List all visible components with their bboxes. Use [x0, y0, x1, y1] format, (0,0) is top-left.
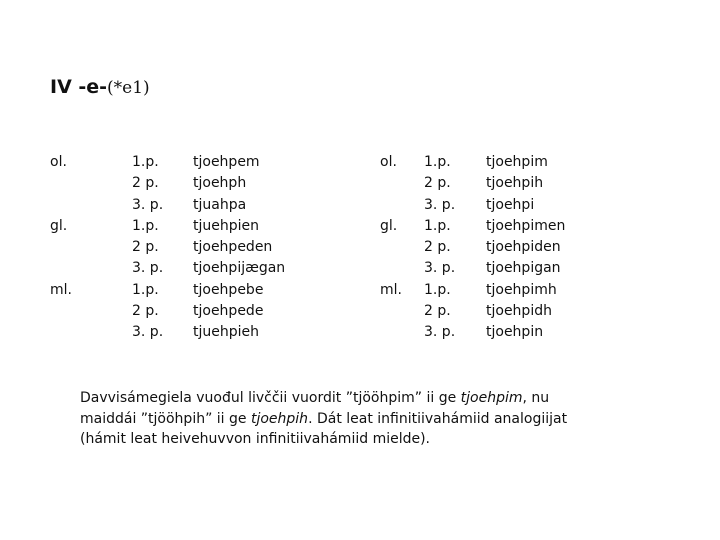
person-label: 1.p.	[132, 281, 159, 298]
person-label: 1.p.	[132, 217, 159, 234]
right-person-column	[424, 152, 455, 344]
left-person-column	[132, 152, 163, 344]
verb-form: tjoehpebe	[193, 281, 264, 298]
person-label: 3. p.	[132, 260, 164, 277]
person-label: 3. p.	[424, 260, 456, 277]
right-form-column	[486, 152, 565, 344]
person-label: 2 p.	[132, 239, 159, 256]
heading-label: IV -e-	[50, 76, 108, 98]
verb-form: tjoehpim	[486, 154, 548, 170]
verb-form: tjoehpijægan	[193, 260, 286, 277]
verb-form: tjuahpa	[193, 196, 247, 213]
person-label: 1.p.	[132, 154, 159, 170]
person-label: 2 p.	[424, 175, 451, 192]
person-label: 3. p.	[132, 324, 164, 341]
person-label: 1.p.	[424, 154, 451, 170]
verb-form: tjoehpih	[486, 175, 544, 192]
verb-form: tjoehpigan	[486, 260, 561, 277]
verb-form: tjoehpiden	[486, 239, 561, 256]
verb-form: tjoehpede	[193, 303, 264, 320]
person-label: 1.p.	[424, 281, 451, 298]
explanatory-note	[80, 388, 620, 450]
verb-form: tjoehpin	[486, 324, 544, 341]
verb-form: tjoehpimen	[486, 217, 566, 234]
group-label: gl.	[380, 217, 398, 234]
left-form-column	[193, 152, 285, 344]
person-label: 1.p.	[424, 217, 451, 234]
group-label: gl.	[50, 217, 68, 234]
verb-form: tjuehpien	[193, 217, 260, 234]
person-label: 3. p.	[424, 196, 456, 213]
note-line: Davvisámegiela vuođul livččii vuordit ”tjööhpim” ii ge tjoehpim, nu	[80, 390, 550, 406]
person-label: 2 p.	[424, 239, 451, 256]
person-label: 3. p.	[424, 324, 456, 341]
person-label: 2 p.	[132, 303, 159, 320]
verb-form: tjuehpieh	[193, 324, 260, 341]
verb-form: tjoehpeden	[193, 239, 273, 256]
verb-form: tjoehpimh	[486, 281, 557, 298]
group-label: ol.	[380, 154, 397, 170]
verb-form: tjoehpidh	[486, 303, 552, 320]
verb-form: tjoehph	[193, 175, 247, 192]
group-label: ol.	[50, 154, 67, 170]
person-label: 2 p.	[132, 175, 159, 192]
person-label: 2 p.	[424, 303, 451, 320]
left-group-column	[50, 152, 72, 301]
note-line: (hámit leat heivehuvvon infinitiivahámiid mielde).	[80, 431, 431, 447]
verb-form: tjoehpem	[193, 154, 260, 170]
note-line: maiddái ”tjööhpih” ii ge tjoehpih. Dát leat infinitiivahámiid analogiijat	[80, 410, 568, 427]
verb-form: tjoehpi	[486, 196, 535, 213]
note-italic-form: tjoehpih	[250, 410, 309, 427]
group-label: ml.	[380, 281, 402, 298]
right-group-column	[380, 152, 402, 301]
heading-reference: (*e1)	[107, 78, 150, 98]
group-label: ml.	[50, 281, 72, 298]
page-heading	[50, 76, 150, 98]
note-italic-form: tjoehpim	[460, 390, 523, 406]
person-label: 3. p.	[132, 196, 164, 213]
